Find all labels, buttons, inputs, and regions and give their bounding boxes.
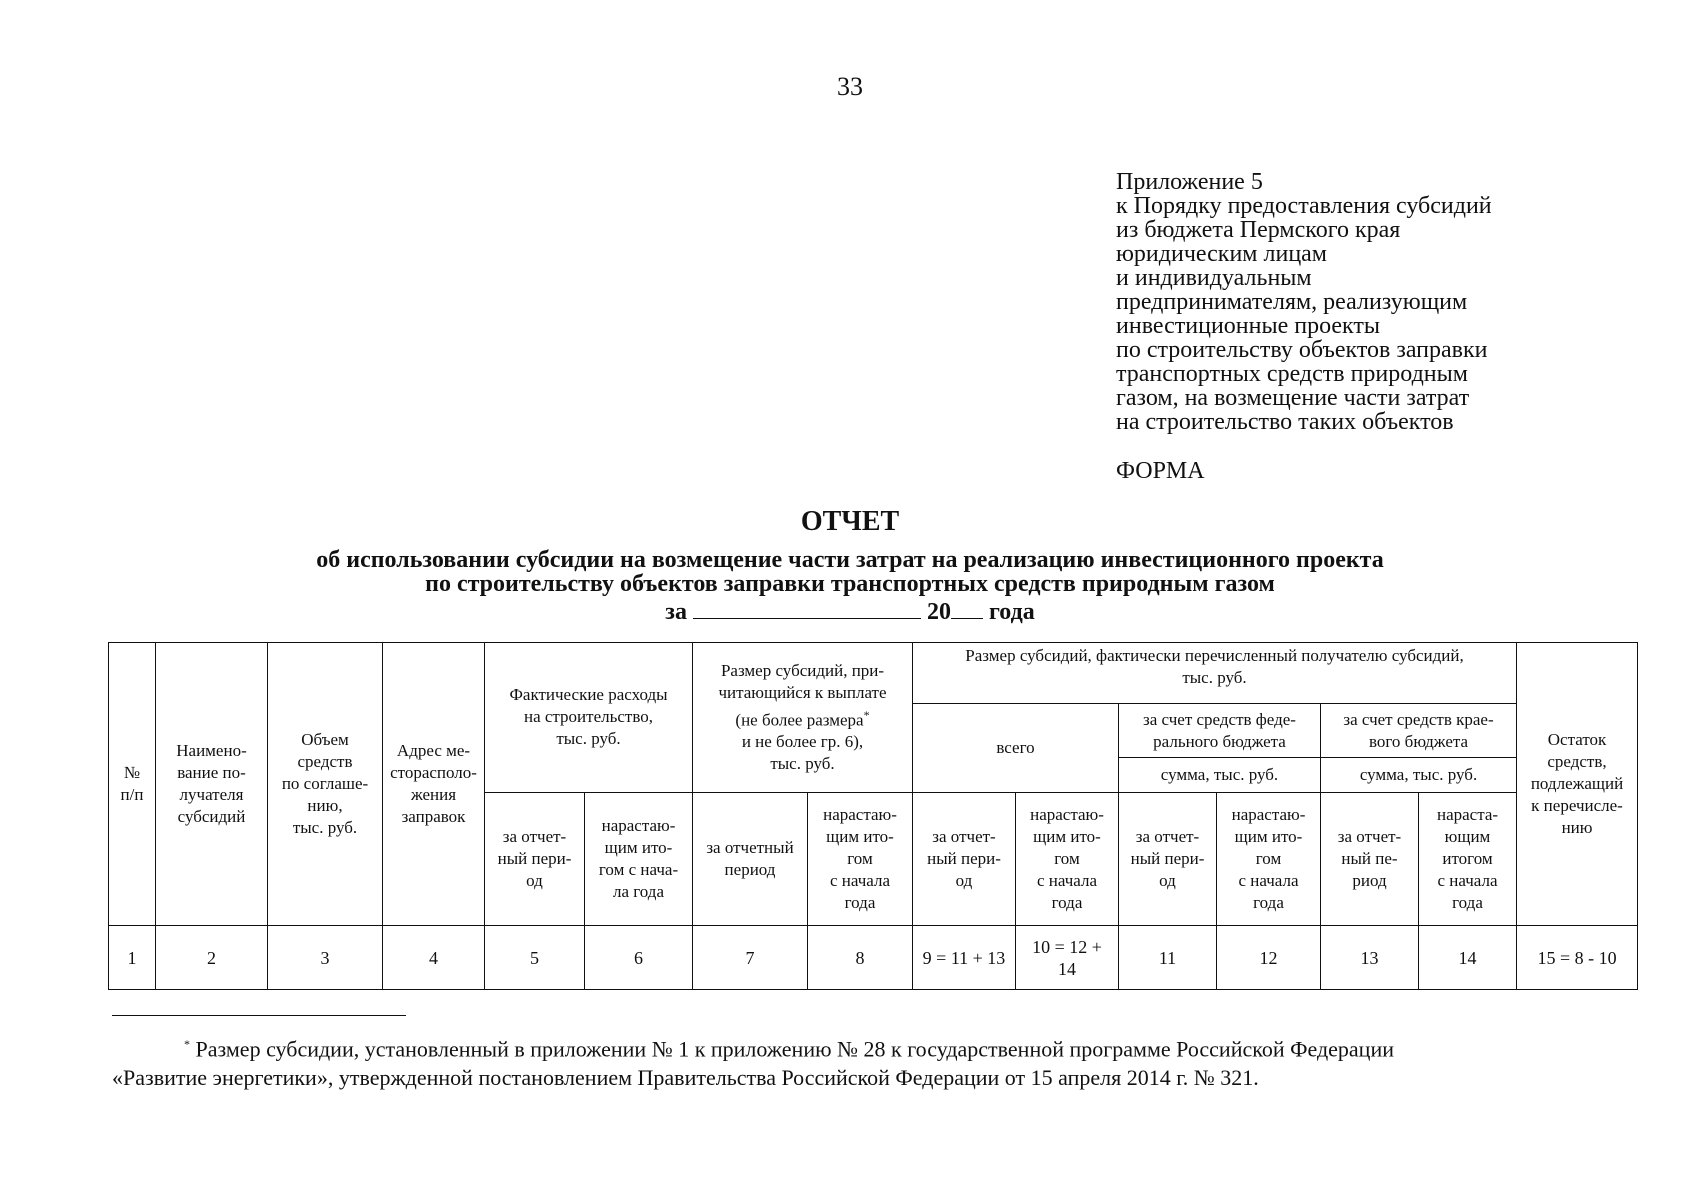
column-number: 13 [1321, 926, 1419, 990]
header-remainder: Остаток средств, подлежащий к перечисле- нию [1517, 643, 1638, 926]
footnote [112, 1030, 1590, 1092]
header-col-7: за отчетный период [693, 792, 808, 926]
header-col-6: нарастаю- щим ито- гом с нача- ла года [585, 792, 693, 926]
header-num: № п/п [109, 643, 156, 926]
header-col-9: за отчет- ный пери- од [913, 792, 1016, 926]
header-regional-amount: сумма, тыс. руб. [1321, 758, 1517, 792]
year-blank-field[interactable] [951, 596, 983, 619]
header-recipient-name: Наимено- вание по- лучателя субсидий [156, 643, 268, 926]
header-col-14: нараста- ющим итогом с начала года [1419, 792, 1517, 926]
report-title-block [100, 506, 1600, 625]
header-due-subsidy [693, 643, 913, 793]
report-subtitle-line-1: об использовании субсидии на возмещение части затрат на реализацию инвестиционного проекта [316, 547, 1384, 573]
column-number: 6 [585, 926, 693, 990]
header-station-address: Адрес ме- сторасполо- жения заправок [383, 643, 485, 926]
header-federal-amount: сумма, тыс. руб. [1119, 758, 1321, 792]
appendix-line: по строительству объектов заправки [1116, 337, 1488, 363]
due-subsidy-text: Размер субсидий, при- читающийся к выплате (не более размера [718, 660, 887, 730]
column-number: 12 [1217, 926, 1321, 990]
appendix-line: к Порядку предоставления субсидий [1116, 193, 1492, 219]
report-title: ОТЧЕТ [800, 506, 900, 537]
column-number-row [109, 926, 1638, 990]
column-number: 1 [109, 926, 156, 990]
column-number: 15 = 8 - 10 [1517, 926, 1638, 990]
header-agreement-volume: Объем средств по соглаше- нию, тыс. руб. [268, 643, 383, 926]
appendix-line: на строительство таких объектов [1116, 409, 1454, 435]
column-number: 9 = 11 + 13 [913, 926, 1016, 990]
appendix-line: из бюджета Пермского края [1116, 217, 1401, 243]
header-transferred-subsidy: Размер субсидий, фактически перечисленный получателю субсидий, тыс. руб. [913, 643, 1517, 704]
column-number: 4 [383, 926, 485, 990]
period-suffix: года [988, 599, 1035, 625]
footnote-line-2: «Развитие энергетики», утвержденной постановлением Правительства Российской Федерации от 15 апреля 2014 г. № 321. [112, 1065, 1259, 1091]
report-subtitle-line-2: по строительству объектов заправки транспортных средств природным газом [425, 571, 1275, 597]
column-number: 7 [693, 926, 808, 990]
column-number: 8 [808, 926, 913, 990]
header-total: всего [913, 703, 1119, 792]
column-number: 14 [1419, 926, 1517, 990]
header-actual-costs: Фактические расходы на строительство, тыс. руб. [485, 643, 693, 793]
period-year: 20 [926, 599, 951, 625]
page-number: 33 [837, 72, 863, 101]
footnote-marker: * [184, 1037, 190, 1051]
header-regional-budget: за счет средств крае- вого бюджета [1321, 703, 1517, 758]
header-col-5: за отчет- ный пери- од [485, 792, 585, 926]
report-table [108, 642, 1638, 990]
footnote-line-1: Размер субсидии, установленный в приложении № 1 к приложению № 28 к государственной программе Российской Федерации [195, 1036, 1394, 1062]
column-number: 10 = 12 + 14 [1016, 926, 1119, 990]
footnote-marker: * [863, 707, 870, 722]
appendix-line: газом, на возмещение части затрат [1116, 385, 1470, 411]
appendix-line: и индивидуальным [1116, 265, 1312, 291]
period-prefix: за [665, 599, 687, 625]
appendix-line: транспортных средств природным [1116, 361, 1468, 387]
header-col-8: нарастаю- щим ито- гом с начала года [808, 792, 913, 926]
appendix-line: предпринимателям, реализующим [1116, 289, 1468, 315]
column-number: 3 [268, 926, 383, 990]
header-col-13: за отчет- ный пе- риод [1321, 792, 1419, 926]
column-number: 2 [156, 926, 268, 990]
column-number: 11 [1119, 926, 1217, 990]
appendix-line: инвестиционные проекты [1116, 313, 1381, 339]
header-federal-budget: за счет средств феде- рального бюджета [1119, 703, 1321, 758]
appendix-line: юридическим лицам [1116, 241, 1327, 267]
report-period [100, 596, 1600, 625]
header-col-12: нарастаю- щим ито- гом с начала года [1217, 792, 1321, 926]
footnote-line-1-wrap [112, 1030, 1590, 1063]
due-subsidy-text-tail: и не более гр. 6), тыс. руб. [741, 732, 864, 774]
header-col-11: за отчет- ный пери- од [1119, 792, 1217, 926]
appendix-line: Приложение 5 [1116, 169, 1263, 195]
appendix-header [1116, 170, 1676, 434]
column-number: 5 [485, 926, 585, 990]
period-blank-field[interactable] [693, 596, 921, 619]
form-label: ФОРМА [1116, 458, 1205, 484]
footnote-divider [112, 1015, 406, 1016]
header-col-10: нарастаю- щим ито- гом с начала года [1016, 792, 1119, 926]
